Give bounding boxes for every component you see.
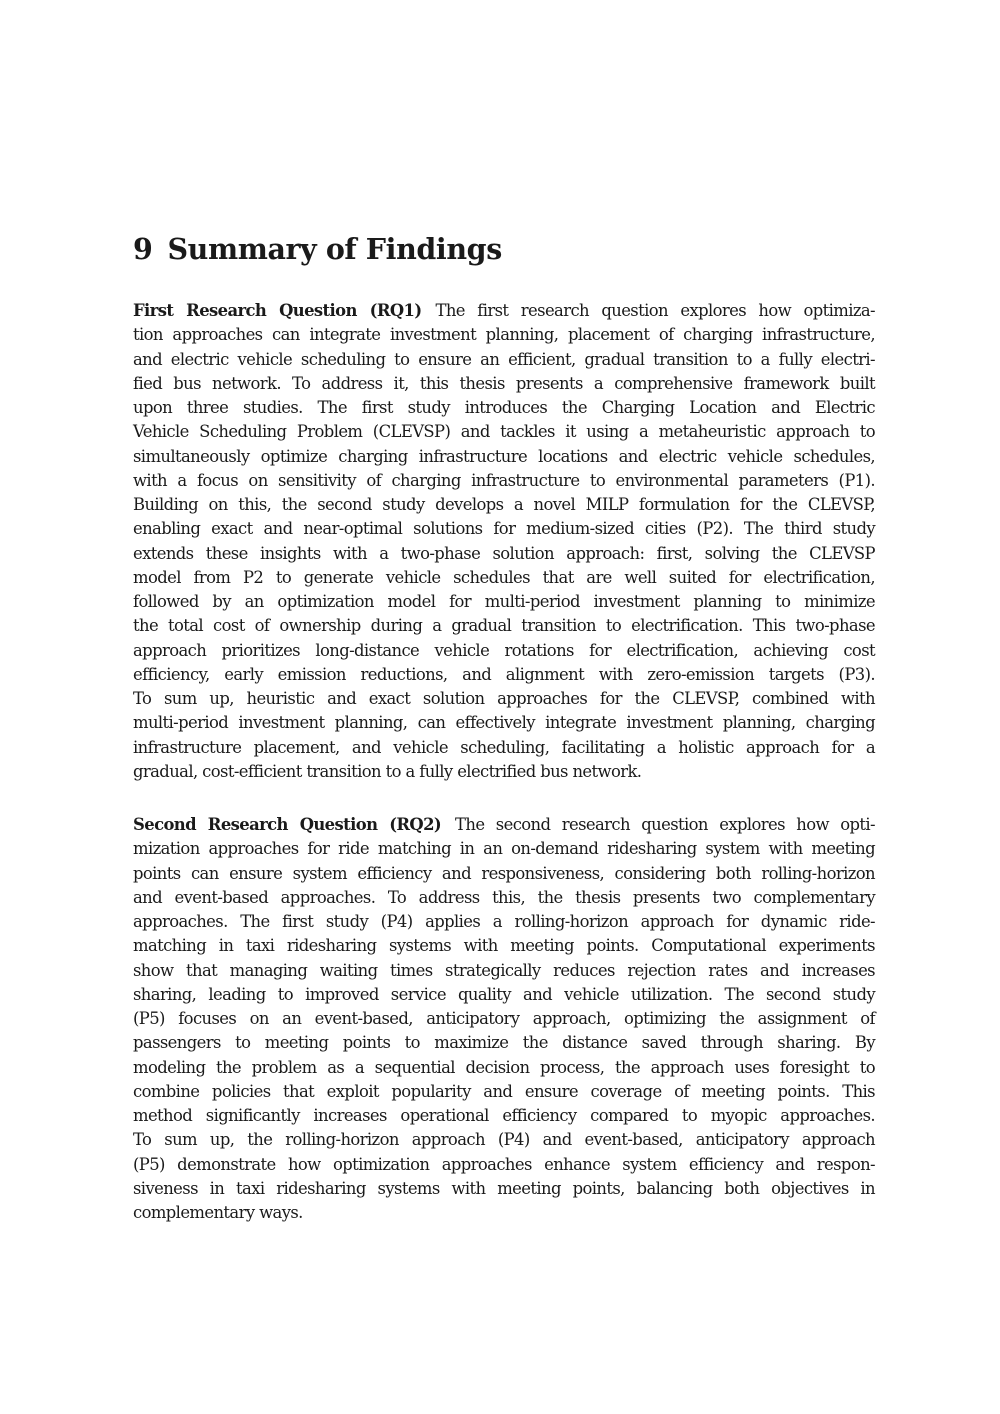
paragraph-line — [133, 299, 875, 323]
line-text: and event-based approaches. To address this, the thesis presents two complementary — [133, 887, 875, 907]
paragraph-line — [133, 959, 875, 983]
line-text: (P5) demonstrate how optimization approaches enhance system efficiency and respon- — [133, 1154, 875, 1174]
paragraph-line — [133, 711, 875, 735]
paragraph-line — [133, 590, 875, 614]
paragraph-line — [133, 813, 875, 837]
chapter-title-text: Summary of Findings — [167, 232, 502, 266]
line-text: and electric vehicle scheduling to ensure an efficient, gradual transition to a fully electri- — [133, 349, 875, 369]
paragraph-line — [133, 323, 875, 347]
line-text: Vehicle Scheduling Problem (CLEVSP) and tackles it using a metaheuristic approach to — [133, 422, 875, 442]
paragraph-line — [133, 493, 875, 517]
line-text: method significantly increases operational efficiency compared to myopic approaches. — [133, 1106, 875, 1125]
line-text: gradual, cost-efficient transition to a fully electrified bus network. — [133, 761, 642, 781]
paragraph-line — [133, 614, 875, 638]
chapter-title — [133, 232, 502, 266]
paragraph-line — [133, 1080, 875, 1104]
line-text: points can ensure system efficiency and responsiveness, considering both rolling-horizon — [133, 863, 875, 883]
paragraph-line — [133, 983, 875, 1007]
paragraph-line — [133, 566, 875, 590]
paragraph-line — [133, 469, 875, 493]
paragraph-line — [133, 1104, 875, 1128]
line-text: model from P2 to generate vehicle schedules that are well suited for electrification, — [133, 567, 875, 587]
section-heading: First Research Question (RQ1) — [133, 301, 422, 320]
paragraph-line — [133, 1128, 875, 1152]
line-text: tion approaches can integrate investment planning, placement of charging infrastructure, — [133, 325, 875, 345]
paragraph-line — [133, 372, 875, 396]
paragraph-line — [133, 542, 875, 566]
line-text: modeling the problem as a sequential decision process, the approach uses foresight to — [133, 1057, 875, 1077]
line-text: The first research question explores how optimiza- — [435, 301, 875, 320]
paragraph-line — [133, 1177, 875, 1201]
chapter-number: 9 — [133, 232, 153, 266]
section-rq1 — [133, 299, 875, 784]
line-text: fied bus network. To address it, this thesis presents a comprehensive framework built — [133, 373, 875, 393]
paragraph-line — [133, 1153, 875, 1177]
line-text: (P5) focuses on an event-based, anticipatory approach, optimizing the assignment of — [133, 1009, 875, 1028]
paragraph-line — [133, 1201, 875, 1225]
line-text: the total cost of ownership during a gradual transition to electrification. This two-phase — [133, 616, 875, 636]
line-text: Building on this, the second study develops a novel MILP formulation for the CLEVSP, — [133, 495, 875, 514]
paragraph-line — [133, 1031, 875, 1055]
paragraph-line — [133, 348, 875, 372]
section-rq2 — [133, 813, 875, 1225]
paragraph-line — [133, 886, 875, 910]
paragraph-line — [133, 910, 875, 934]
line-text: upon three studies. The first study introduces the Charging Location and Electric — [133, 398, 875, 417]
line-text: To sum up, heuristic and exact solution approaches for the CLEVSP, combined with — [133, 689, 875, 708]
line-text: efficiency, early emission reductions, and alignment with zero-emission targets (P3). — [133, 664, 875, 684]
line-text: passengers to meeting points to maximize the distance saved through sharing. By — [133, 1033, 875, 1053]
paragraph-line — [133, 420, 875, 444]
line-text: complementary ways. — [133, 1203, 303, 1222]
line-text: show that managing waiting times strategically reduces rejection rates and increases — [133, 960, 875, 980]
paragraph-line — [133, 396, 875, 420]
line-text: mization approaches for ride matching in an on-demand ridesharing system with meeting — [133, 839, 875, 859]
line-text: extends these insights with a two-phase solution approach: first, solving the CLEVSP — [133, 543, 875, 563]
line-text: approach prioritizes long-distance vehicle rotations for electrification, achieving cost — [133, 640, 875, 660]
paragraph-line — [133, 445, 875, 469]
line-text: To sum up, the rolling-horizon approach (P4) and event-based, anticipatory approach — [133, 1130, 875, 1150]
line-text: followed by an optimization model for multi-period investment planning to minimize — [133, 592, 875, 611]
paragraph-line — [133, 687, 875, 711]
line-text: approaches. The first study (P4) applies a rolling-horizon approach for dynamic ride- — [133, 912, 875, 931]
section-heading: Second Research Question (RQ2) — [133, 815, 442, 834]
paragraph-line — [133, 736, 875, 760]
line-text: enabling exact and near-optimal solutions for medium-sized cities (P2). The third study — [133, 519, 875, 539]
paragraph-line — [133, 1007, 875, 1031]
line-text: sharing, leading to improved service quality and vehicle utilization. The second study — [133, 984, 875, 1004]
paragraph-line — [133, 639, 875, 663]
paragraph-line — [133, 663, 875, 687]
line-text: The second research question explores how opti- — [455, 815, 875, 834]
line-text: combine policies that exploit popularity and ensure coverage of meeting points. This — [133, 1081, 875, 1101]
line-text: siveness in taxi ridesharing systems with meeting points, balancing both objectives in — [133, 1178, 875, 1198]
paragraph-line — [133, 760, 875, 784]
paragraph-line — [133, 517, 875, 541]
line-text: simultaneously optimize charging infrastructure locations and electric vehicle schedules, — [133, 446, 875, 466]
paragraph-line — [133, 1056, 875, 1080]
paragraph-line — [133, 934, 875, 958]
paragraph-line — [133, 862, 875, 886]
line-text: with a focus on sensitivity of charging infrastructure to environmental parameters (P1). — [133, 470, 875, 490]
line-text: matching in taxi ridesharing systems with meeting points. Computational experiments — [133, 936, 875, 956]
line-text: infrastructure placement, and vehicle scheduling, facilitating a holistic approach for a — [133, 737, 875, 757]
line-text: multi-period investment planning, can effectively integrate investment planning, charging — [133, 713, 875, 733]
paragraph-line — [133, 837, 875, 861]
